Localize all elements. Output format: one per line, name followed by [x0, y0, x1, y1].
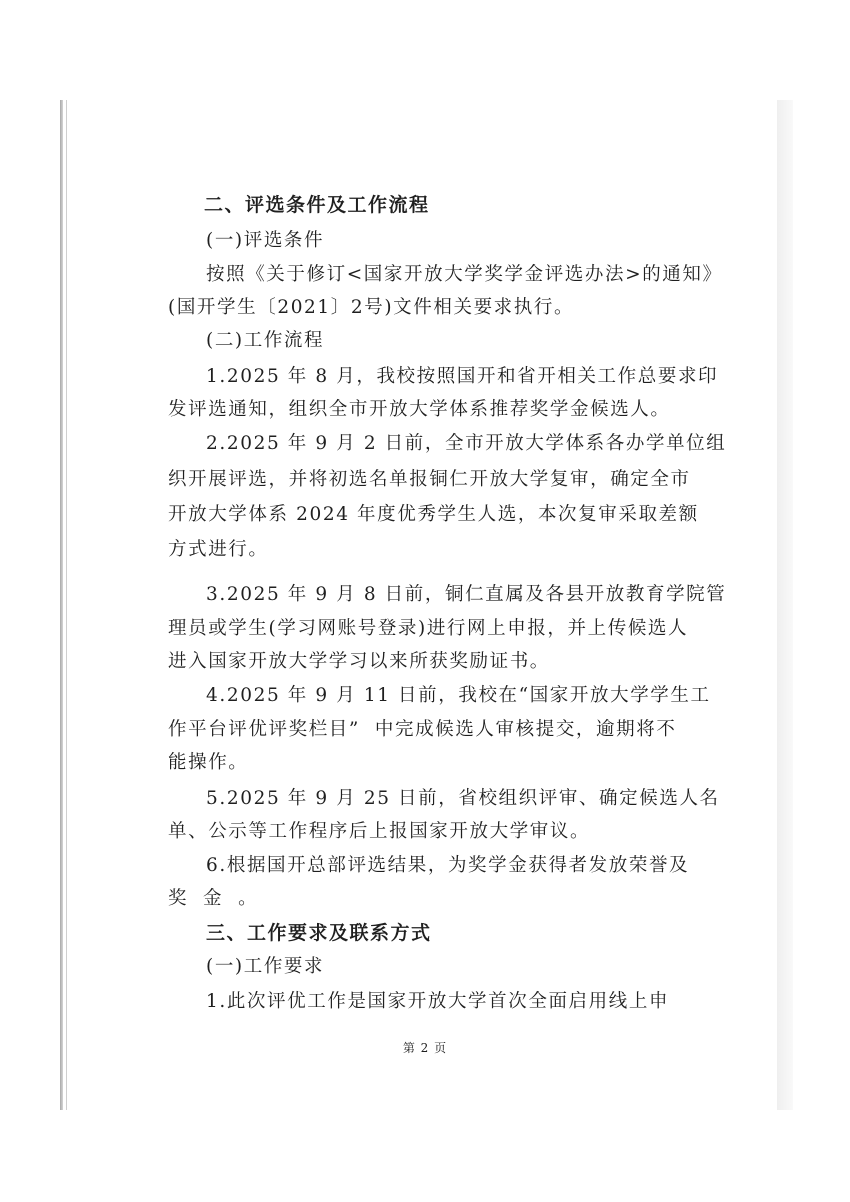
paragraph-line: 能操作。	[168, 752, 249, 773]
paragraph-line: 按照《关于修订<国家开放大学奖学金评选办法>的通知》	[206, 264, 723, 285]
subsection-heading: (二)工作流程	[206, 330, 325, 351]
subsection-heading: (一)工作要求	[206, 956, 325, 977]
paragraph-line: 1.此次评优工作是国家开放大学首次全面启用线上申	[206, 991, 670, 1012]
paragraph-line: 2.2025 年 9 月 2 日前，全市开放大学体系各办学单位组	[206, 433, 727, 454]
paragraph-line: 织开展评选，并将初选名单报铜仁开放大学复审，确定全市	[168, 469, 691, 490]
paragraph-line: 5.2025 年 9 月 25 日前，省校组织评审、确定候选人名	[206, 788, 720, 809]
paragraph-line: 发评选通知，组织全市开放大学体系推荐奖学金候选人。	[168, 399, 671, 420]
paragraph-line: 4.2025 年 9 月 11 日前，我校在“国家开放大学学生工	[206, 685, 711, 706]
paragraph-line: 作平台评优评奖栏目” 中完成候选人审核提交，逾期将不	[168, 719, 677, 740]
paragraph-line: 6.根据国开总部评选结果，为奖学金获得者发放荣誉及	[206, 855, 690, 876]
paragraph-line: 进入国家开放大学学习以来所获奖励证书。	[168, 651, 550, 672]
paragraph-line: 奖 金 。	[168, 888, 259, 909]
page-number: 第 2 页	[402, 1041, 448, 1055]
paragraph-line: 理员或学生(学习网账号登录)进行网上申报，并上传候选人	[168, 618, 689, 639]
paragraph-line: 1.2025 年 8 月，我校按照国开和省开相关工作总要求印	[206, 366, 719, 387]
scan-edge-left-inner	[66, 100, 67, 1110]
section-heading-2: 二、评选条件及工作流程	[204, 194, 430, 216]
paragraph-line: (国开学生〔2021〕2号)文件相关要求执行。	[168, 297, 575, 318]
section-heading-3: 三、工作要求及联系方式	[206, 922, 432, 944]
paragraph-line: 开放大学体系 2024 年度优秀学生人选，本次复审采取差额	[168, 504, 699, 525]
subsection-heading: (一)评选条件	[206, 230, 325, 251]
paragraph-line: 单、公示等工作程序后上报国家开放大学审议。	[168, 821, 591, 842]
paragraph-line: 方式进行。	[168, 539, 269, 560]
scan-edge-right	[777, 100, 793, 1110]
paragraph-line: 3.2025 年 9 月 8 日前，铜仁直属及各县开放教育学院管	[206, 584, 727, 605]
scan-edge-left	[60, 100, 63, 1110]
